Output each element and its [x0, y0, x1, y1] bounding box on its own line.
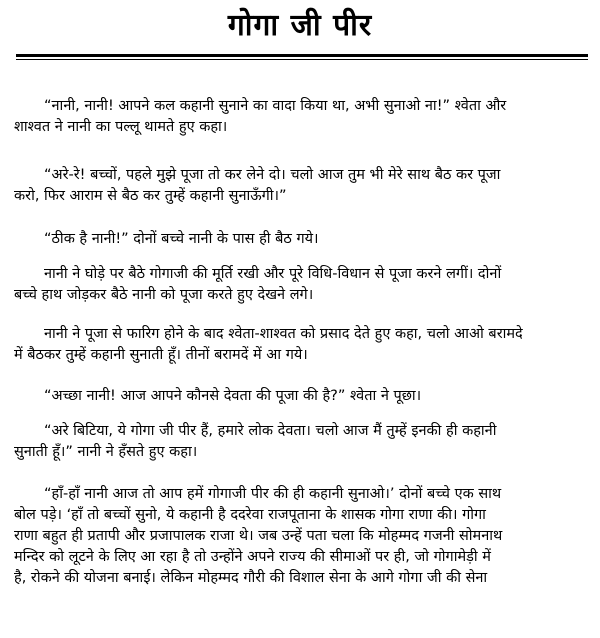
paragraph-line: करो, फिर आराम से बैठ कर तुम्हें कहानी सुनाऊँगी।”: [14, 188, 287, 204]
paragraph-3: [14, 229, 592, 250]
page-title: गोगा जी पीर: [227, 8, 373, 43]
paragraph-line: “अरे बिटिया, ये गोगा जी पीर हैं, हमारे लोक देवता। चलो आज मैं तुम्हें इनकी ही कहानी: [44, 423, 497, 439]
paragraph-2: [14, 165, 592, 207]
paragraph-8: [14, 484, 592, 589]
paragraph-5: [14, 324, 592, 366]
paragraph-6: [14, 386, 592, 407]
paragraph-line: सुनाती हूँ।” नानी ने हँसते हुए कहा।: [14, 444, 198, 460]
paragraph-line: है, रोकने की योजना बनाई। लेकिन मोहम्मद गौरी की विशाल सेना के आगे गोगा जी की सेना: [14, 570, 488, 586]
paragraph-line: “अच्छा नानी! आज आपने कौनसे देवता की पूजा की है?” श्वेता ने पूछा।: [44, 388, 422, 404]
title-rule-thick: [16, 54, 588, 57]
paragraph-line: शाश्वत ने नानी का पल्लू थामते हुए कहा।: [14, 119, 228, 135]
paragraph-1: [14, 96, 592, 138]
title-rule-thin: [16, 59, 588, 60]
paragraph-7: [14, 421, 592, 463]
paragraph-line: नानी ने घोड़े पर बैठे गोगाजी की मूर्ति रखी और पूरे विधि-विधान से पूजा करने लगीं। दोनों: [44, 266, 502, 282]
paragraph-line: बच्चे हाथ जोड़कर बैठे नानी को पूजा करते हुए देखने लगे।: [14, 287, 314, 303]
paragraph-line: “नानी, नानी! आपने कल कहानी सुनाने का वादा किया था, अभी सुनाओ ना!” श्वेता और: [44, 98, 507, 114]
paragraph-line: मन्दिर को लूटने के लिए आ रहा है तो उन्होंने अपने राज्य की सीमाओं पर ही, जो गोगामेड़ी में: [14, 549, 491, 565]
paragraph-line: राणा बहुत ही प्रतापी और प्रजापालक राजा थे। जब उन्हें पता चला कि मोहम्मद गजनी सोमनाथ: [14, 528, 503, 544]
paragraph-line: नानी ने पूजा से फारिग होने के बाद श्वेता-शाश्वत को प्रसाद देते हुए कहा, चलो आओ बरामदे: [44, 326, 523, 342]
paragraph-line: “ठीक है नानी!” दोनों बच्चे नानी के पास ही बैठ गये।: [44, 231, 319, 247]
paragraph-4: [14, 264, 592, 306]
paragraph-line: “अरे-रे! बच्चों, पहले मुझे पूजा तो कर लेने दो। चलो आज तुम भी मेरे साथ बैठ कर पूजा: [44, 167, 501, 183]
paragraph-line: बोल पड़े। ‘हाँ तो बच्चों सुनो, ये कहानी है ददरेवा राजपूताना के शासक गोगा राणा की। गोगा: [14, 507, 486, 523]
paragraph-line: में बैठकर तुम्हें कहानी सुनाती हूँ। तीनों बरामदें में आ गये।: [14, 347, 308, 363]
paragraph-line: “हाँ-हाँ नानी आज तो आप हमें गोगाजी पीर की ही कहानी सुनाओ।’ दोनों बच्चे एक साथ: [44, 486, 502, 502]
